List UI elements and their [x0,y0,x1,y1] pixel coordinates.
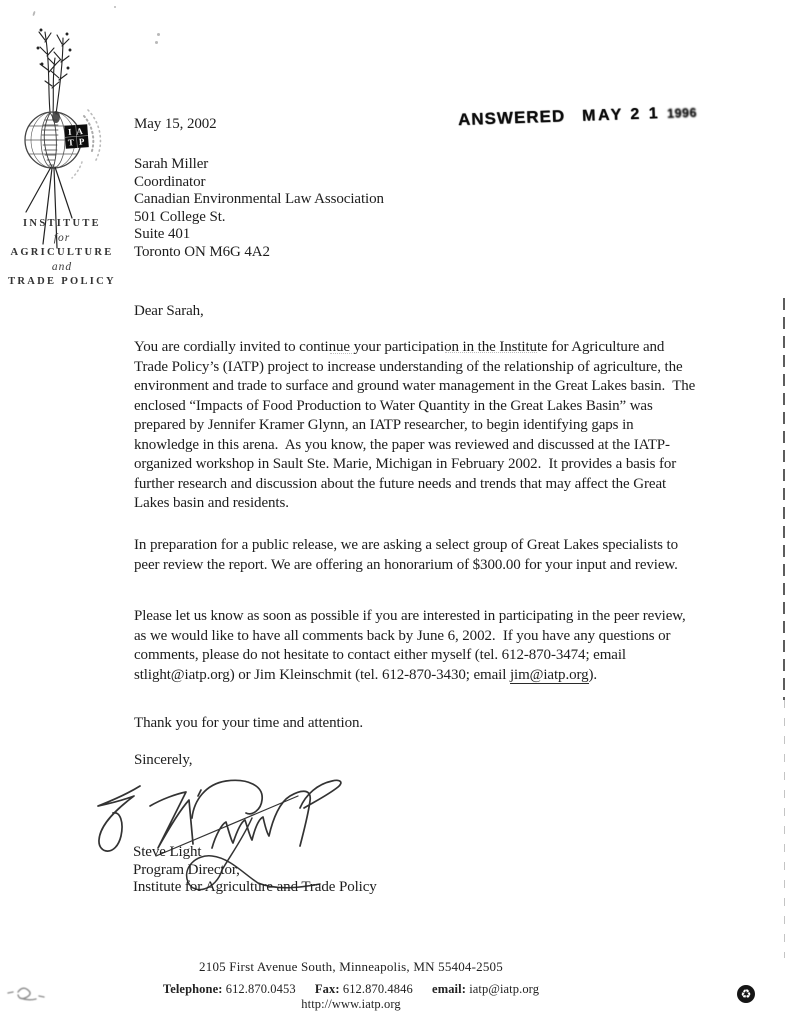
wordmark-line-and: and [51,261,73,273]
signer-name: Steve Light [133,844,202,860]
body-paragraph-3 [134,607,696,685]
scan-speck [155,41,158,44]
logo-monogram-bottom: T P [67,136,87,148]
recipient-suite: Suite 401 [134,226,191,243]
scan-edge-line-artifact [783,298,785,700]
paragraph-3-closing-paren: ). [588,666,598,683]
wordmark-line-trade-policy: TRADE POLICY [8,276,116,287]
footer-email-value: iatp@iatp.org [469,982,540,996]
footer-phone-label: Telephone: [162,982,223,996]
body-paragraph-2: In preparation for a public release, we are asking a select group of Great Lakes specialists to peer review the report. We are offering an honorarium of $300.00 for your input and review. [134,537,682,573]
footer-address: 2105 First Avenue South, Minneapolis, MN 55404-2505 [199,959,503,974]
recipient-name: Sarah Miller [134,156,209,172]
signer-org: Institute for Agriculture and Trade Policy [133,879,377,896]
recipient-org: Canadian Environmental Law Association [134,191,384,208]
wordmark-line-institute: INSTITUTE [23,218,101,229]
body-paragraph-1: You are cordially invited to continue your participation in the Institute for Agriculture and Trade Policy’s (IATP) project to increase understanding of the relationship of agriculture, the environment and trade to surface and ground water management in the Great Lakes basin. The enclosed “Impacts of Food Production to Water Quantity in the Great Lakes Basin” was prepared by Jennifer Kramer Glynn, an IATP researcher, to begin identifying gaps in knowledge in this arena. As you know, the paper was reviewed and discussed at the IATP-organized workshop in Sault Ste. Marie, Michigan in February 2002. It provides a basis for further research and discussion about the future needs and trends that may affect the Great Lakes basin and residents. [134,339,699,511]
footer-website: http://www.iatp.org [301,997,401,1011]
wordmark-line-agriculture: AGRICULTURE [10,247,114,258]
footer-email-label: email: [432,982,466,996]
footer-fax-label: Fax: [314,982,340,996]
stamp-year: 1996 [666,105,698,121]
footer-fax-value: 612.870.4846 [342,982,413,996]
stamp-word-answered: ANSWERED [457,106,566,130]
signer-title: Program Director, [133,861,240,878]
recycle-icon: ♻ [737,985,755,1003]
wordmark-line-for: for [53,232,71,244]
margin-smudge-mark [6,983,50,1003]
thank-you-line: Thank you for your time and attention. [134,715,364,731]
scan-speck [114,6,116,8]
recipient-address-block [134,156,384,262]
jim-email-underlined: jim@iatp.org [509,666,589,683]
handwritten-signature [92,756,347,901]
logo-plant-sprigs [37,29,71,114]
salutation: Dear Sarah, [134,303,204,319]
scan-edge-line-artifact-faint [784,700,785,958]
logo-globe [25,110,100,178]
stamp-date: MAY 2 1 [581,105,661,125]
recipient-title: Coordinator [134,173,206,190]
scan-speck [32,11,35,16]
recipient-street: 501 College St. [134,208,226,225]
scan-dotted-artifact [445,352,537,353]
answered-date-stamp [458,102,698,130]
footer-contact-line [135,982,567,1012]
paragraph-3-text: Please let us know as soon as possible if you are interested in participating in the peer review, as we would like to have all comments back by June 6, 2002. If you have any questions or comments, please do not hesitate to contact either myself (tel. 612-870-3474; email stlight@iatp.org) or Jim Kleinschmit (tel. 612-870-3430; email [134,608,690,683]
scan-speck [157,33,160,36]
logo-monogram-square [64,124,89,149]
valediction: Sincerely, [134,752,193,768]
letter-date: May 15, 2002 [134,116,217,132]
scan-dotted-artifact [330,353,356,354]
footer-phone-value: 612.870.0453 [225,982,296,996]
recipient-city: Toronto ON M6G 4A2 [134,243,270,260]
letterhead-wordmark [8,216,116,289]
letter-footer [135,959,567,1012]
logo-monogram-top: I A [67,125,85,138]
